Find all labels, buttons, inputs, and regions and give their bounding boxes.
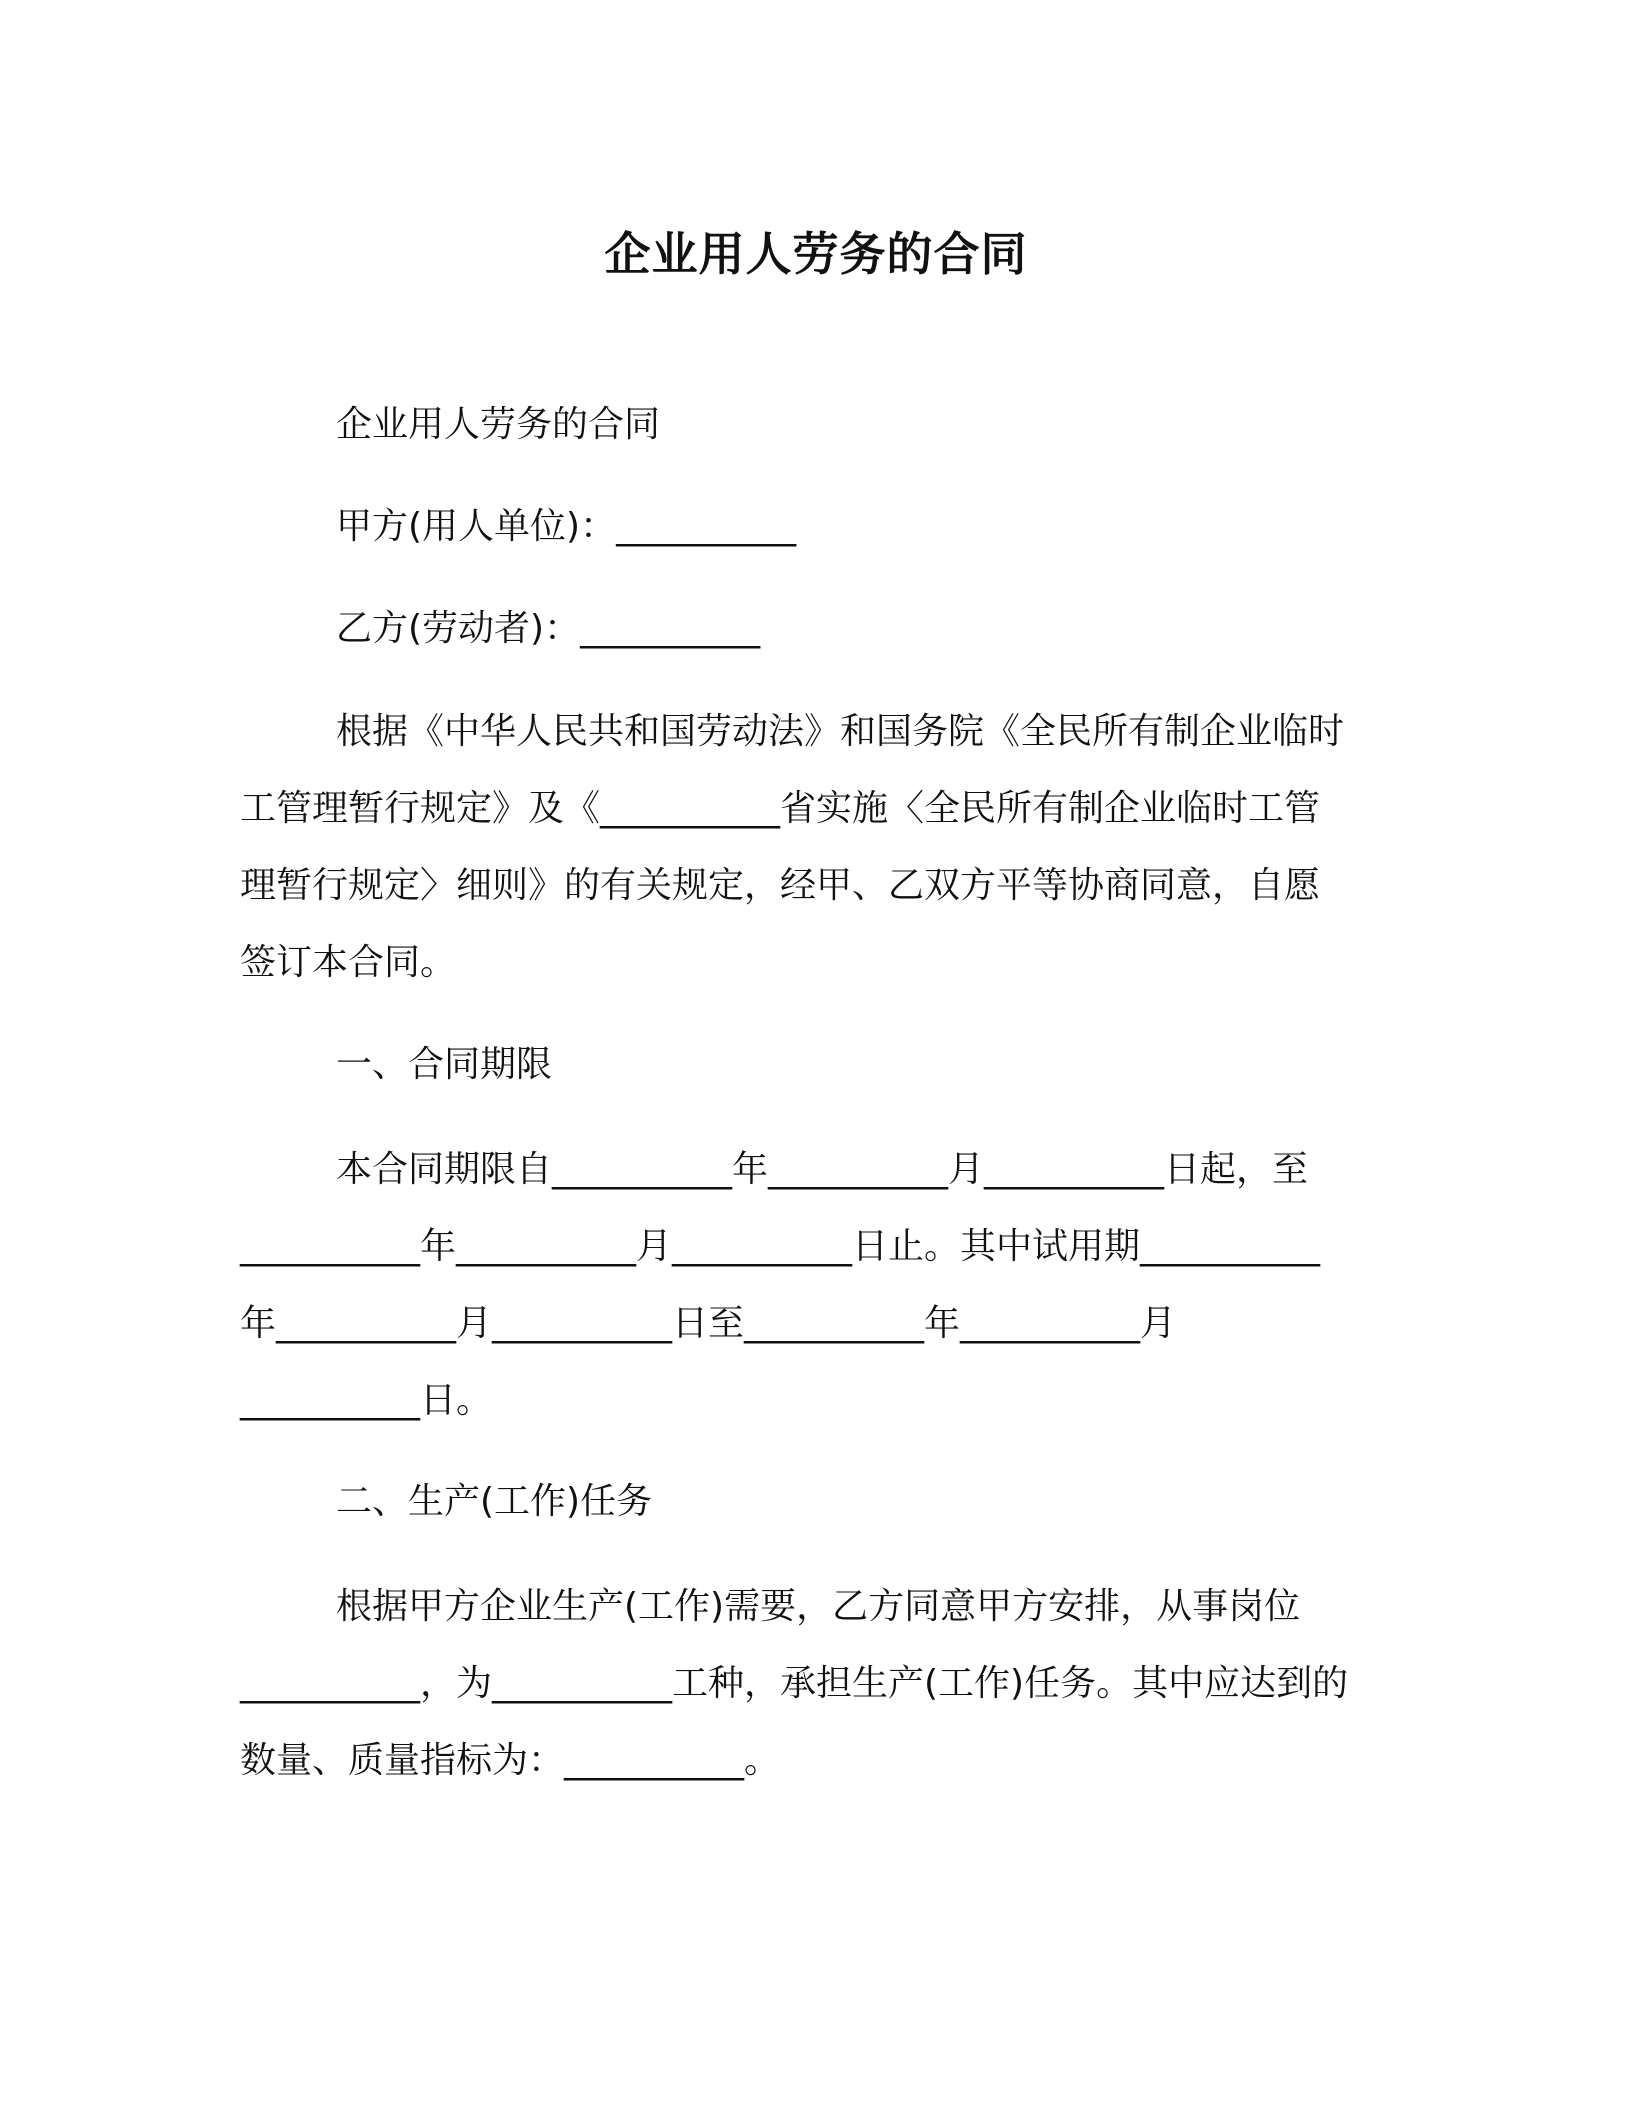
section-1-heading: 一、合同期限 <box>336 1044 553 1085</box>
section-2-paragraph <box>240 1568 1400 1799</box>
section-2-heading: 二、生产(工作)任务 <box>336 1481 653 1522</box>
section-1-line: __________日。 <box>240 1380 493 1421</box>
intro-line: 根据《中华人民共和国劳动法》和国务院《全民所有制企业临时 <box>336 711 1345 752</box>
document-title: 企业用人劳务的合同 <box>604 227 1028 281</box>
intro-line: 签订本合同。 <box>240 942 457 983</box>
party-a-line: 甲方(用人单位)：__________ <box>336 506 797 547</box>
section-2-line: 根据甲方企业生产(工作)需要，乙方同意甲方安排，从事岗位 <box>336 1586 1301 1627</box>
intro-line: 理暂行规定〉细则》的有关规定，经甲、乙双方平等协商同意，自愿 <box>240 865 1321 906</box>
section-1-line: 年__________月__________日至__________年__________月 <box>240 1303 1176 1344</box>
section-1-line: __________年__________月__________日止。其中试用期__________ <box>240 1226 1321 1267</box>
section-2-line: 数量、质量指标为：__________。 <box>240 1740 781 1781</box>
party-b-line: 乙方(劳动者)：__________ <box>336 608 761 649</box>
section-1-line: 本合同期限自__________年__________月__________日起，至 <box>336 1149 1309 1190</box>
intro-paragraph <box>240 693 1400 1001</box>
intro-line: 工管理暂行规定》及《__________省实施〈全民所有制企业临时工管 <box>240 788 1321 829</box>
subtitle: 企业用人劳务的合同 <box>336 404 661 445</box>
section-1-paragraph <box>240 1131 1400 1439</box>
section-2-line: __________，为__________工种，承担生产(工作)任务。其中应达到的 <box>240 1663 1349 1704</box>
